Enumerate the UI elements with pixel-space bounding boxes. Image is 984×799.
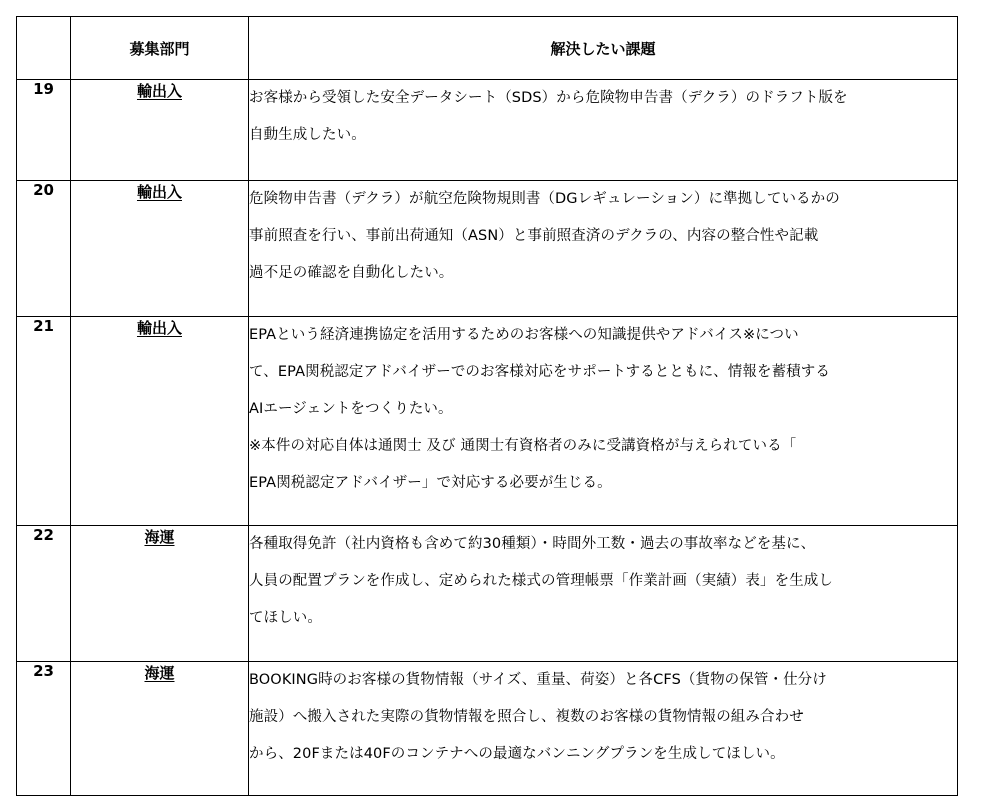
header-number-cell	[17, 17, 71, 80]
row-department-cell	[71, 662, 249, 796]
table-row	[17, 317, 958, 526]
issue-line: 施設）へ搬入された実際の貨物情報を照合し、複数のお客様の貨物情報の組み合わせ	[249, 709, 804, 725]
department-link[interactable]: 輸出入	[136, 319, 182, 337]
row-issue-cell	[249, 181, 958, 317]
table-row	[17, 526, 958, 662]
row-issue-cell	[249, 526, 958, 662]
row-department-cell	[71, 80, 249, 181]
issue-line: EPAという経済連携協定を活用するためのお客様への知識提供やアドバイス※につい	[249, 327, 799, 343]
issue-note-line: EPA関税認定アドバイザー」で対応する必要が生じる。	[249, 475, 612, 491]
table-row	[17, 80, 958, 181]
row-issue-cell	[249, 80, 958, 181]
row-department-cell	[71, 317, 249, 526]
row-issue-cell	[249, 317, 958, 526]
row-department-cell	[71, 526, 249, 662]
issue-line: 各種取得免許（社内資格も含めて約30種類）・時間外工数・過去の事故率などを基に、	[249, 536, 816, 552]
department-link[interactable]: 輸出入	[136, 183, 182, 201]
row-number: 19	[17, 80, 71, 181]
issue-line: 自動生成したい。	[249, 127, 366, 143]
department-link[interactable]: 海運	[144, 664, 175, 682]
row-number: 23	[17, 662, 71, 796]
issue-line: 過不足の確認を自動化したい。	[249, 265, 454, 281]
issue-line: 人員の配置プランを作成し、定められた様式の管理帳票「作業計画（実績）表」を生成し	[249, 573, 833, 589]
department-link[interactable]: 海運	[144, 528, 175, 546]
issues-table	[16, 16, 958, 796]
issue-line: から、20Fまたは40Fのコンテナへの最適なバンニングプランを生成してほしい。	[249, 746, 785, 762]
issue-line: お客様から受領した安全データシート（SDS）から危険物申告書（デクラ）のドラフト版を	[249, 90, 848, 106]
header-issue-cell: 解決したい課題	[249, 17, 958, 80]
issue-line: てほしい。	[249, 610, 322, 626]
department-link[interactable]: 輸出入	[136, 82, 182, 100]
row-issue-cell	[249, 662, 958, 796]
row-number: 22	[17, 526, 71, 662]
table-row	[17, 181, 958, 317]
row-number: 20	[17, 181, 71, 317]
issue-line: 事前照査を行い、事前出荷通知（ASN）と事前照査済のデクラの、内容の整合性や記載	[249, 228, 819, 244]
table-row	[17, 662, 958, 796]
header-department-cell: 募集部門	[71, 17, 249, 80]
issue-line: BOOKING時のお客様の貨物情報（サイズ、重量、荷姿）と各CFS（貨物の保管・仕分け	[249, 672, 827, 688]
table-header-row	[17, 17, 958, 80]
row-department-cell	[71, 181, 249, 317]
row-number: 21	[17, 317, 71, 526]
issue-line: て、EPA関税認定アドバイザーでのお客様対応をサポートするとともに、情報を蓄積する	[249, 364, 830, 380]
issue-line: 危険物申告書（デクラ）が航空危険物規則書（DGレギュレーション）に準拠しているかの	[249, 191, 840, 207]
issue-line: AIエージェントをつくりたい。	[249, 401, 453, 417]
issue-note-line: ※本件の対応自体は通関士 及び 通関士有資格者のみに受講資格が与えられている「	[249, 438, 797, 454]
